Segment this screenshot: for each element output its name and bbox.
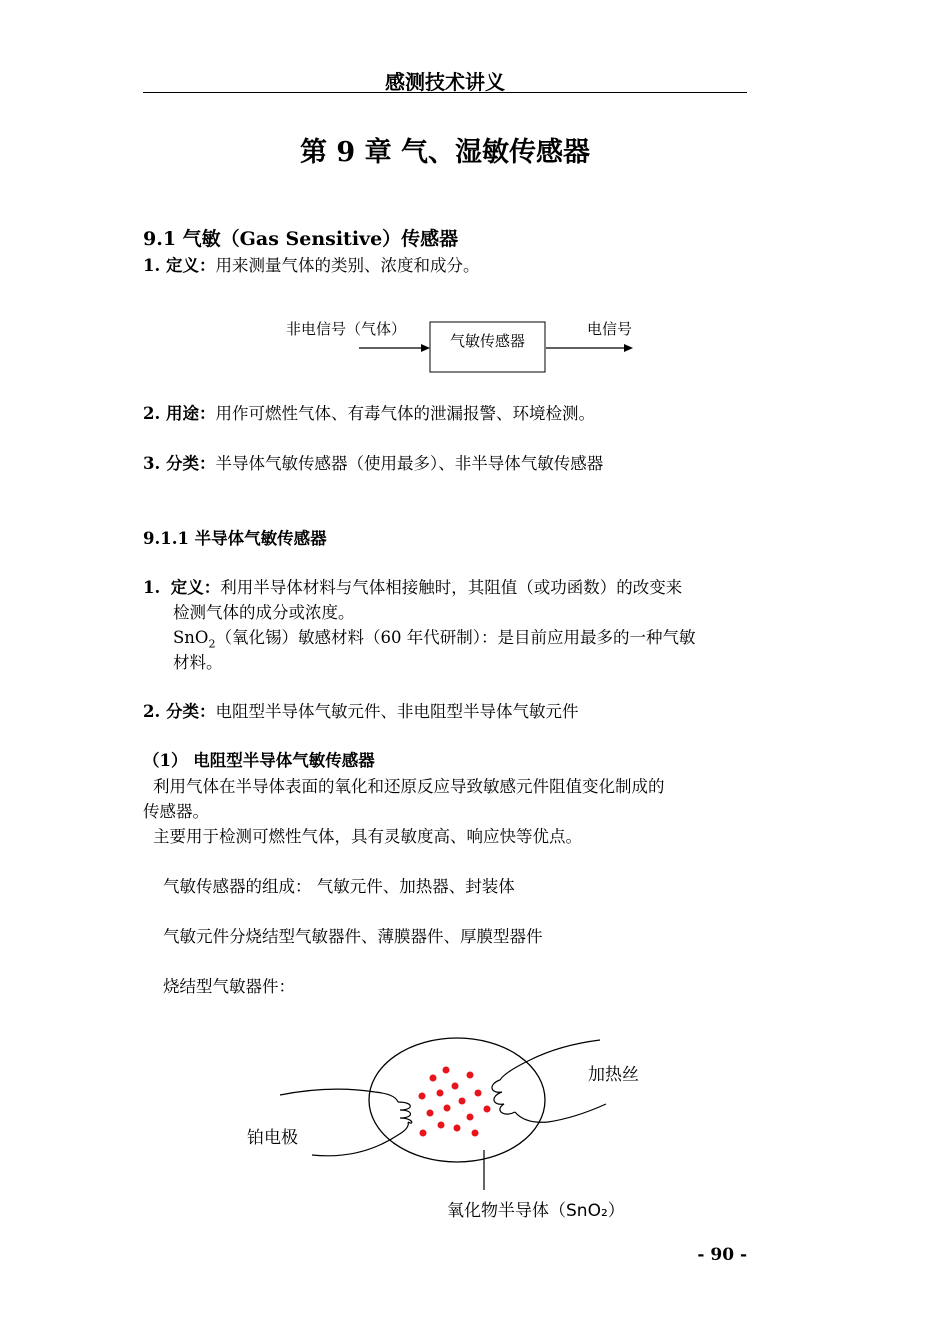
- classification-label: 3. 分类：: [143, 454, 216, 473]
- classification-line: [143, 450, 603, 474]
- particle: [467, 1114, 474, 1121]
- definition-text: 用来测量气体的类别、浓度和成分。: [215, 256, 480, 275]
- item1-text-1: 利用半导体材料与气体相接触时，其阻值（或功函数）的改变来: [220, 578, 683, 597]
- sensor-body-ellipse: [369, 1038, 545, 1162]
- element-types-line: 气敏元件分烧结型气敏器件、薄膜器件、厚膜型器件: [163, 927, 543, 946]
- sno2-line1: [173, 624, 695, 650]
- sintered-line: 烧结型气敏器件：: [163, 977, 295, 996]
- sno2-formula: SnO: [173, 628, 209, 647]
- item1-line2: 检测气体的成分或浓度。: [173, 603, 355, 622]
- particle: [430, 1075, 437, 1082]
- item1-label: 定义：: [170, 578, 221, 597]
- heater-label: 加热丝: [588, 1065, 639, 1085]
- output-arrowhead: [624, 344, 633, 352]
- usage-line: [143, 400, 595, 424]
- composition-line: 气敏传感器的组成： 气敏元件、加热器、封装体: [163, 877, 515, 896]
- item2-line: [143, 698, 578, 722]
- particle: [420, 1130, 427, 1137]
- left-electrode-lead-lower: [312, 1122, 408, 1156]
- usage-text: 用作可燃性气体、有毒气体的泄漏报警、环境检测。: [215, 404, 595, 423]
- particle: [475, 1090, 482, 1097]
- subsection-heading-1: （1） 电阻型半导体气敏传感器: [143, 751, 375, 770]
- sno2-text-1: （氧化锡）敏感材料（60 年代研制）：是目前应用最多的一种气敏: [215, 628, 696, 647]
- item2-label: 2. 分类：: [143, 702, 216, 721]
- particle: [438, 1122, 445, 1129]
- left-electrode-lead-upper: [280, 1089, 398, 1102]
- input-arrowhead: [421, 344, 430, 352]
- definition-label: 1. 定义：: [143, 256, 216, 275]
- section-heading-9-1: 9.1 气敏（Gas Sensitive）传感器: [143, 228, 459, 250]
- item1-line1: [143, 574, 682, 598]
- sno2-line2: 材料。: [173, 653, 223, 672]
- heater-lead-lower: [515, 1104, 606, 1122]
- particle: [484, 1106, 491, 1113]
- sensor-box-label: 气敏传感器: [449, 332, 525, 350]
- particle: [467, 1072, 474, 1079]
- item2-text: 电阻型半导体气敏元件、非电阻型半导体气敏元件: [215, 702, 579, 721]
- page-number: - 90 -: [697, 1245, 747, 1265]
- definition-line: [143, 252, 479, 276]
- chapter-title: 第 9 章 气、湿敏传感器: [300, 137, 590, 168]
- running-header: 感测技术讲义: [385, 70, 505, 94]
- heater-lead-upper: [500, 1040, 600, 1080]
- left-electrode-coil: [398, 1102, 412, 1123]
- heater-coil: [492, 1080, 515, 1114]
- para1-line1: 利用气体在半导体表面的氧化和还原反应导致敏感元件阻值变化制成的: [153, 777, 665, 796]
- classification-text: 半导体气敏传感器（使用最多）、非半导体气敏传感器: [215, 454, 604, 473]
- output-signal-label: 电信号: [587, 320, 633, 338]
- particle: [459, 1098, 466, 1105]
- semiconductor-label: 氧化物半导体（SnO₂）: [447, 1201, 625, 1221]
- oxide-particles: [419, 1067, 491, 1137]
- particle: [472, 1130, 479, 1137]
- para2-line: 主要用于检测可燃性气体，具有灵敏度高、响应快等优点。: [153, 827, 582, 846]
- item1-number: 1.: [143, 578, 161, 597]
- usage-label: 2. 用途：: [143, 404, 216, 423]
- section-heading-9-1-1: 9.1.1 半导体气敏传感器: [143, 529, 327, 548]
- para1-line2: 传感器。: [143, 802, 209, 821]
- particle: [427, 1110, 434, 1117]
- particle: [419, 1093, 426, 1100]
- particle: [444, 1105, 451, 1112]
- electrode-label: 铂电极: [247, 1128, 298, 1148]
- particle: [454, 1125, 461, 1132]
- header-rule: [143, 92, 747, 93]
- sno2-subscript: 2: [208, 637, 216, 651]
- particle: [443, 1067, 450, 1074]
- particle: [437, 1090, 444, 1097]
- input-signal-label: 非电信号（气体）: [286, 320, 407, 338]
- particle: [452, 1083, 459, 1090]
